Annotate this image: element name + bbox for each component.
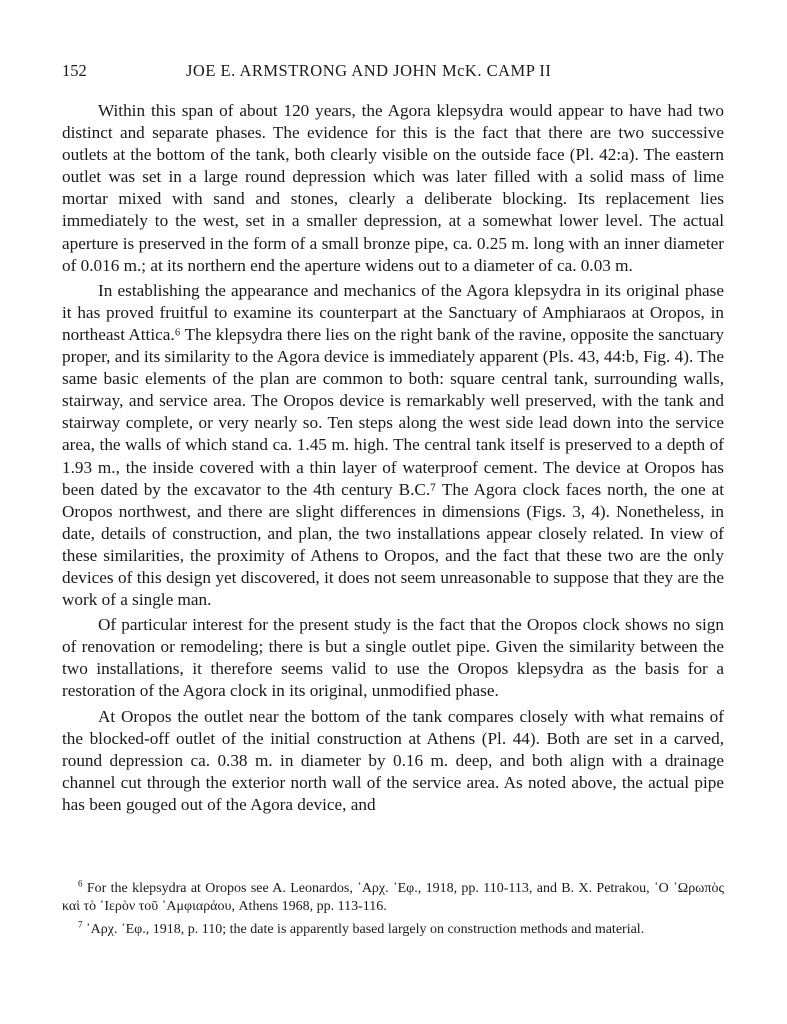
paragraph: In establishing the appearance and mechanics of the Agora klepsydra in its original phase it has proved fruitful to examine its counterpart at the Sanctuary of Amphiaraos at Oropos, in northeast Attica.⁶ The klepsydra there lies on the right bank of the ravine, opposite the sanctuary proper, and its similarity to the Agora device is immediately apparent (Pls. 43, 44:b, Fig. 4). The same basic elements of the plan are common to both: square central tank, surrounding walls, stairway, and service area. The Oropos device is remarkably well preserved, with the tank and stairway complete, or very nearly so. Ten steps along the west side lead down into the service area, the walls of which stand ca. 1.45 m. high. The central tank itself is preserved to a depth of 1.93 m., the inside covered with a thin layer of waterproof cement. The device at Oropos has been dated by the excavator to the 4th century B.C.⁷ The Agora clock faces north, the one at Oropos northwest, and there are slight differences in dimensions (Figs. 3, 4). Nonetheless, in date, details of construction, and plan, the two installations appear closely related. In view of these similarities, the proximity of Athens to Oropos, and the fact that these two are the only devices of this design yet discovered, it does not seem unreasonable to suppose that they are the work of a single man. [62,280,724,610]
page-header [62,61,724,85]
footnote [62,880,724,917]
footnotes [62,880,724,943]
footnote-text: ᾿Αρχ. ᾿Εφ., 1918, p. 110; the date is apparently based largely on construction methods and material. [86,921,645,937]
running-head: JOE E. ARMSTRONG AND JOHN McK. CAMP II [186,61,552,80]
paragraph: Of particular interest for the present study is the fact that the Oropos clock shows no sign of renovation or remodeling; there is but a single outlet pipe. Given the similarity between the two installations, it therefore seems valid to use the Oropos klepsydra as the basis for a restoration of the Agora clock in its original, unmodified phase. [62,615,724,701]
paragraph: Within this span of about 120 years, the Agora klepsydra would appear to have had two distinct and separate phases. The evidence for this is the fact that there are two successive outlets at the bottom of the tank, both clearly visible on the outside face (Pl. 42:a). The eastern outlet was set in a large round depression which was later filled with a solid mass of lime mortar mixed with sand and stones, clearly a deliberate blocking. Its replacement lies immediately to the west, set in a smaller depression, at a somewhat lower level. The actual aperture is preserved in the form of a small bronze pipe, ca. 0.25 m. long with an inner diameter of 0.016 m.; at its northern end the aperture widens out to a diameter of ca. 0.03 m. [62,101,724,275]
footnote-text: For the klepsydra at Oropos see A. Leonardos, ᾿Αρχ. ᾿Εφ., 1918, pp. 110-113, and B. X. Petrakou, ῾Ο ᾿Ωρωπὸς καὶ τὸ ῾Ιερὸν τοῦ ᾿Αμφιαράου, Athens 1968, pp. 113-116. [62,881,725,915]
footnote [62,921,724,939]
footnote-mark: 6 [78,878,83,889]
body-text [62,100,724,819]
paragraph: At Oropos the outlet near the bottom of the tank compares closely with what remains of the blocked-off outlet of the initial construction at Athens (Pl. 44). Both are set in a carved, round depression ca. 0.38 m. in diameter by 0.16 m. deep, and both align with a drainage channel cut through the exterior north wall of the service area. As noted above, the actual pipe has been gouged out of the Agora device, and [62,706,724,814]
page-number: 152 [62,61,87,80]
footnote-mark: 7 [78,919,83,930]
